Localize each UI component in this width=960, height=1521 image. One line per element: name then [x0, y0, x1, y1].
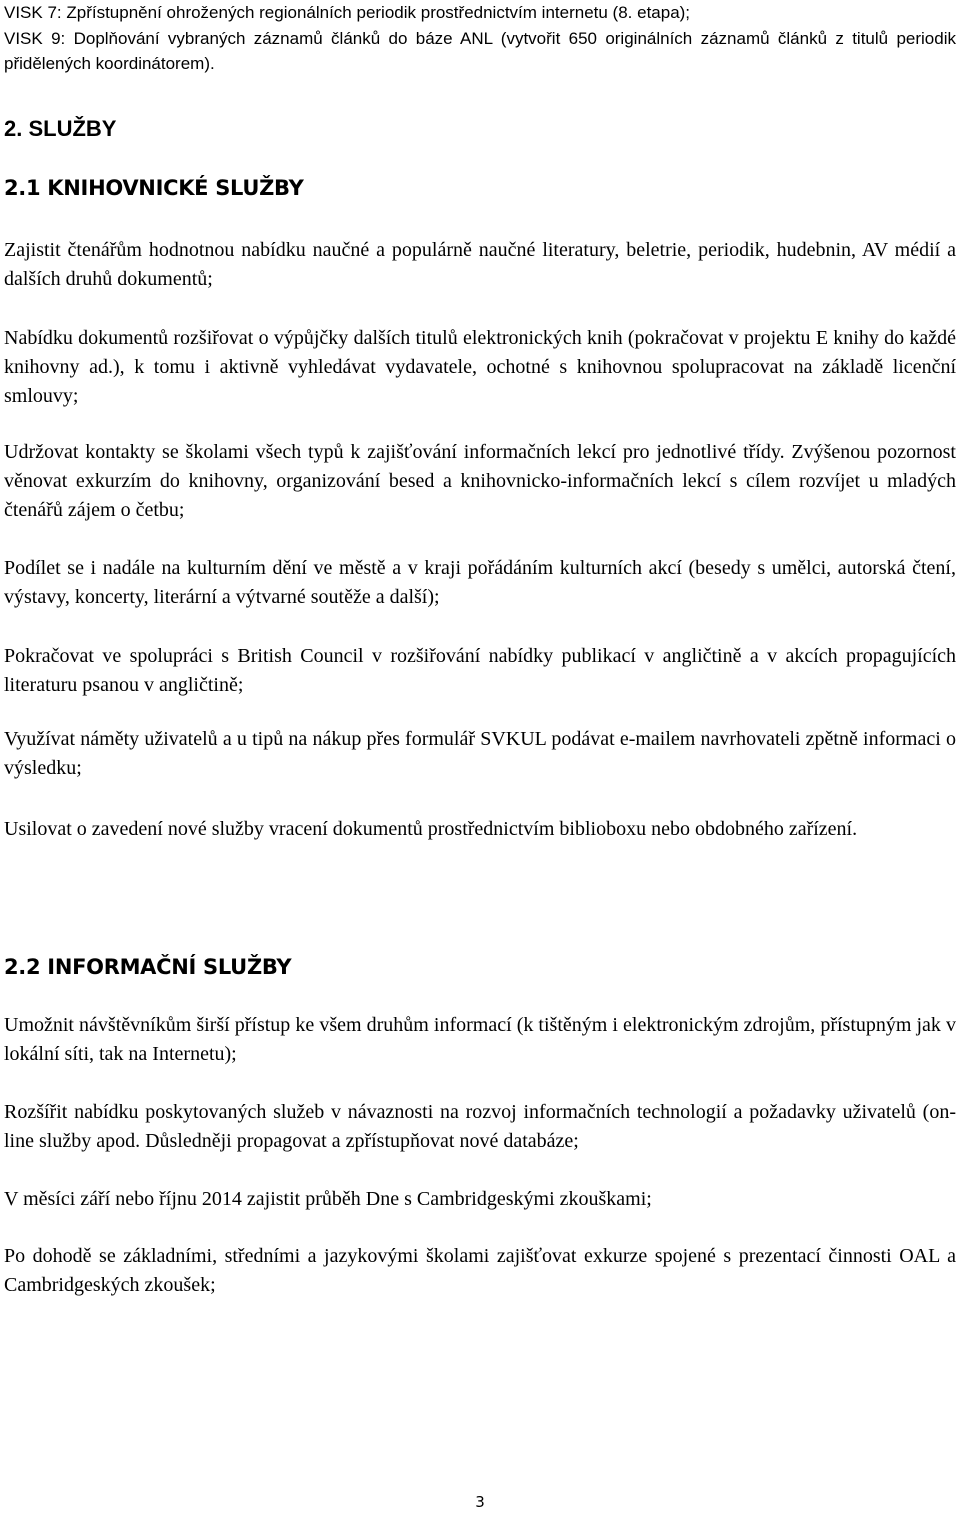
paragraph: Zajistit čtenářům hodnotnou nabídku naučné a populárně naučné literatury, beletrie, periodik, hudebnin, AV médií a dalších druhů dokumentů; — [4, 239, 956, 290]
paragraph: Využívat náměty uživatelů a u tipů na nákup přes formulář SVKUL podávat e-mailem navrhovateli zpětně informaci o výsledku; — [4, 728, 956, 779]
paragraph: Usilovat o zavedení nové služby vracení dokumentů prostřednictvím biblioboxu nebo obdobného zařízení. — [4, 818, 858, 840]
subsection-title-informacni: 2.2 INFORMAČNÍ SLUŽBY — [4, 955, 292, 979]
intro-line: VISK 7: Zpřístupnění ohrožených regionálních periodik prostřednictvím internetu (8. etapa); — [4, 3, 691, 22]
paragraph: Nabídku dokumentů rozšiřovat o výpůjčky dalších titulů elektronických knih (pokračovat v projektu E knihy do každé knihovny ad.), k tomu i aktivně vyhledávat vydavatele, ochotné s knihovnou spolupracovat na základě licenční smlouvy; — [4, 327, 956, 407]
paragraph: V měsíci září nebo říjnu 2014 zajistit průběh Dne s Cambridgeskými zkouškami; — [4, 1188, 652, 1210]
paragraph: Rozšířit nabídku poskytovaných služeb v návaznosti na rozvoj informačních technologií a požadavky uživatelů (on-line služby apod. Důsledněji propagovat a zpřístupňovat nové databáze; — [4, 1101, 956, 1152]
intro-line: VISK 9: Doplňování vybraných záznamů článků do báze ANL (vytvořit 650 originálních záznamů článků z titulů periodik přidělených koordinátorem). — [4, 28, 956, 73]
intro-block — [4, 0, 956, 77]
paragraph: Po dohodě se základními, středními a jazykovými školami zajišťovat exkurze spojené s prezentací činnosti OAL a Cambridgeských zkoušek; — [4, 1245, 956, 1296]
paragraph: Umožnit návštěvníkům širší přístup ke všem druhům informací (k tištěným i elektronickým zdrojům, přístupným jak v lokální síti, tak na Internetu); — [4, 1014, 956, 1065]
paragraph: Udržovat kontakty se školami všech typů k zajišťování informačních lekcí pro jednotlivé třídy. Zvýšenou pozornost věnovat exkurzím do knihovny, organizování besed a knihovnicko-informačních lekcí s cílem rozvíjet u mladých čtenářů zájem o četbu; — [4, 441, 956, 521]
section-title: 2. SLUŽBY — [4, 116, 117, 141]
paragraph: Pokračovat ve spolupráci s British Council v rozšiřování nabídky publikací v angličtině a v akcích propagujících literaturu psanou v angličtině; — [4, 645, 956, 696]
paragraph: Podílet se i nadále na kulturním dění ve městě a v kraji pořádáním kulturních akcí (besedy s umělci, autorská čtení, výstavy, koncerty, literární a výtvarné soutěže a další); — [4, 557, 956, 608]
page-number: 3 — [475, 1493, 485, 1511]
subsection-title-knihovnicke: 2.1 KNIHOVNICKÉ SLUŽBY — [4, 176, 304, 200]
